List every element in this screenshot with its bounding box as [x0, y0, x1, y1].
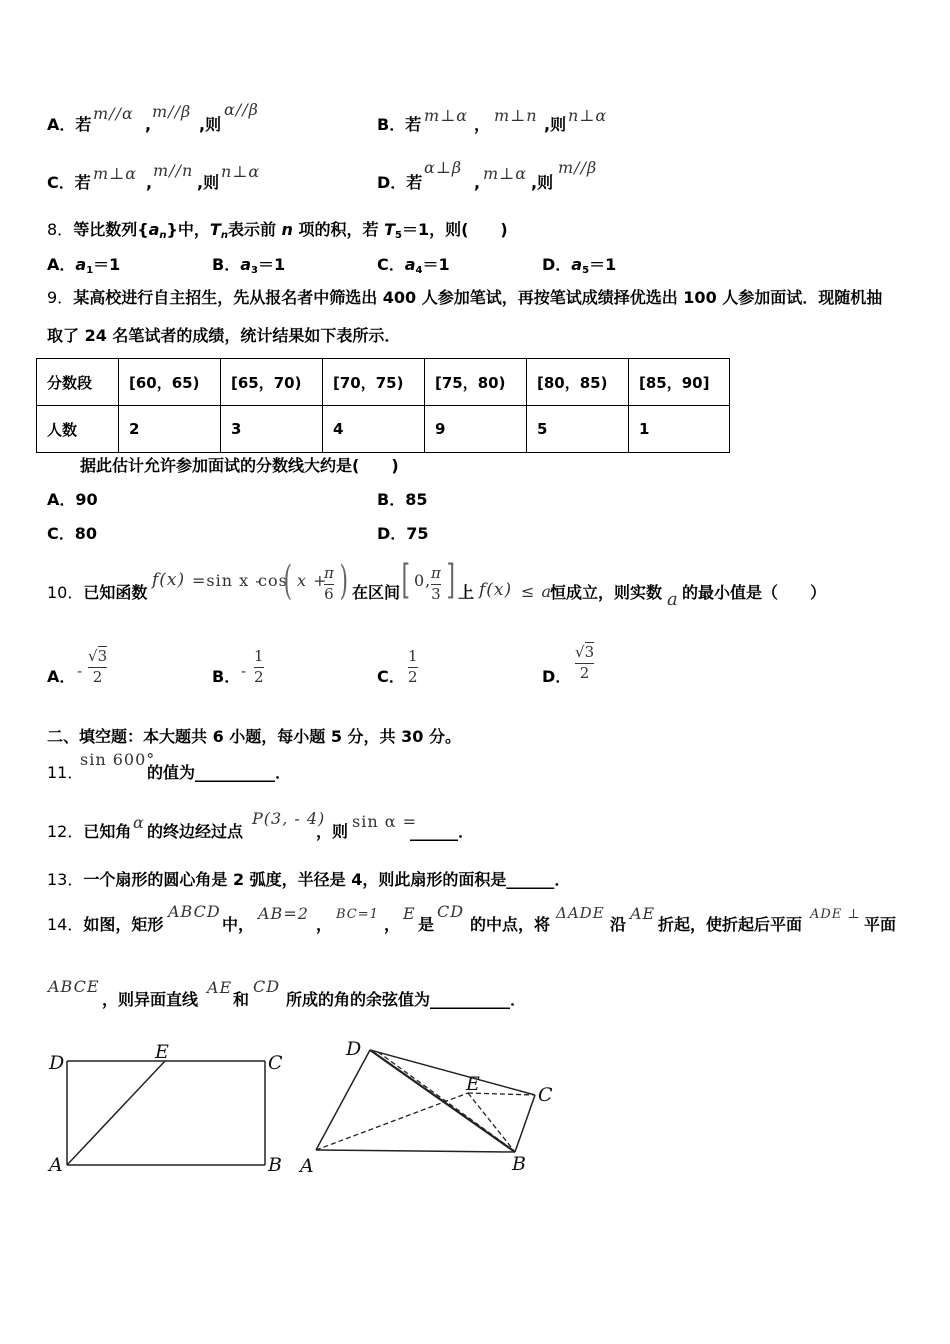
separator: , [145, 115, 152, 134]
stem-text: 恒成立，则实数 [550, 583, 663, 602]
math-var: T [384, 220, 396, 239]
math-sub: 3 [251, 265, 258, 276]
math-var: n [281, 220, 293, 239]
separator: ,则 [531, 173, 554, 192]
option-label [377, 175, 422, 191]
stem-text: 所成的角的余弦值为__________． [286, 990, 527, 1009]
math-expr: m⊥α [483, 164, 528, 183]
fraction-numerator [88, 649, 107, 664]
label-a: A [49, 1154, 63, 1176]
option-text: 若 [406, 173, 423, 192]
fraction [324, 566, 334, 602]
fraction-numerator: 1 [254, 647, 264, 665]
separator: ,则 [197, 173, 220, 192]
table-header-cell: [75，80) [425, 359, 527, 406]
table-header-cell: [80，85) [527, 359, 629, 406]
math-function: f(x) [479, 580, 513, 600]
stem-text: 沿 [610, 915, 627, 934]
option-letter: B． [377, 490, 406, 509]
math-sub: n [220, 230, 228, 241]
stem-text: 某高校进行自主招生，先从报名者中筛选出 400 人参加笔试，再按笔试成绩择优选出 100 人参加面试．现随机抽 [73, 288, 883, 307]
option-value: 80 [74, 524, 98, 543]
question-number: 8． [47, 220, 74, 239]
radicand: 3 [584, 643, 595, 661]
option-label [47, 117, 91, 133]
math-expr: x + [297, 571, 328, 590]
separator: , [146, 173, 153, 192]
right-bracket: ] [446, 557, 456, 603]
math-expr: sin 600° [80, 750, 156, 769]
table-header-cell: 分数段 [37, 359, 119, 406]
math-expr: m⊥n [494, 106, 538, 125]
stem-text: 的终边经过点 [147, 822, 244, 841]
label-c: C [268, 1052, 283, 1074]
table-header-row [37, 359, 730, 406]
option-label [47, 175, 91, 191]
option-value: 90 [75, 490, 98, 509]
option-text: 若 [75, 115, 92, 134]
math-var: a [404, 255, 416, 274]
fraction-numerator [575, 645, 594, 660]
q9-stem-line2: 取了 24 名笔试者的成绩，统计结果如下表所示． [47, 326, 401, 345]
math-var: T [209, 220, 221, 239]
math-expr: m//β [558, 158, 598, 177]
option-letter: A． [47, 490, 76, 509]
answer-blank: ______． [410, 822, 475, 841]
question-number: 14． [47, 915, 84, 934]
option-letter: C． [47, 173, 75, 192]
stem-text: 如图，矩形 [83, 915, 164, 934]
math-expr: ≤ a [521, 582, 553, 601]
math-var: a [667, 589, 679, 610]
fraction [431, 566, 441, 602]
math-expr: CD [437, 902, 465, 921]
label-e: E [155, 1041, 169, 1063]
q13 [47, 872, 570, 888]
math-expr: ADE ⊥ [810, 907, 861, 922]
stem-text: 已知函数 [83, 583, 148, 602]
option-value: 85 [405, 490, 428, 509]
table-cell: 9 [425, 406, 527, 453]
table-row [37, 406, 730, 453]
q9-stem-line1 [47, 290, 882, 306]
option-letter: C． [377, 255, 405, 274]
table-cell: 人数 [37, 406, 119, 453]
option-letter: C． [377, 667, 405, 686]
fraction-denominator: 2 [92, 668, 103, 686]
math-expr: ABCD [168, 902, 221, 921]
math-sub: 5 [395, 230, 402, 241]
math-expr: α//β [224, 100, 259, 119]
option-text: ＝1 [422, 255, 450, 274]
table-header-cell: [65，70) [221, 359, 323, 406]
stem-text: 的最小值是（ ） [682, 583, 827, 602]
sqrt-symbol: √ [575, 643, 585, 661]
math-expr: m//α [93, 104, 134, 123]
option-text: 若 [74, 173, 91, 192]
math-expr: m⊥α [424, 106, 469, 125]
q9-question: 据此估计允许参加面试的分数线大约是( ) [80, 456, 399, 475]
stem-text [47, 824, 131, 840]
math-var: α [133, 813, 145, 832]
math-expr: P(3, - 4) [252, 809, 326, 828]
table-cell: 3 [221, 406, 323, 453]
math-var: a [571, 255, 583, 274]
math-expr: α⊥β [424, 158, 463, 177]
stem-text: 和 [233, 990, 250, 1009]
fraction-denominator: 2 [254, 668, 264, 686]
option-letter: D． [377, 524, 407, 543]
math-expr: n⊥α [568, 106, 608, 125]
edge-ae [67, 1061, 165, 1165]
separator: , [474, 173, 481, 192]
math-sub: 5 [582, 265, 590, 276]
option-letter: A． [47, 667, 76, 686]
fraction [408, 649, 418, 685]
fraction [575, 645, 594, 681]
math-var: a [75, 255, 87, 274]
table-cell: 4 [323, 406, 425, 453]
option-label [377, 117, 421, 133]
edge-bc [515, 1095, 535, 1152]
q9-option-c [47, 526, 97, 542]
option-letter: A． [47, 115, 76, 134]
question-number: 11． [47, 763, 84, 782]
q8-option-b [212, 257, 285, 276]
question-number: 10． [47, 583, 84, 602]
folded-figure [316, 1050, 535, 1152]
math-expr: cos [258, 571, 288, 590]
option-text: ＝1 [589, 255, 617, 274]
math-expr: 0, [414, 571, 432, 590]
q8-stem [47, 222, 508, 241]
math-expr: AB=2 [258, 904, 309, 923]
stem-text: 平面 [864, 915, 897, 934]
right-paren: ) [339, 558, 349, 604]
question-number: 12． [47, 822, 84, 841]
question-number: 9． [47, 288, 74, 307]
fraction-numerator: π [324, 564, 334, 582]
label-c: C [538, 1084, 553, 1106]
stem-text: 表示前 [227, 220, 282, 239]
left-paren: ( [283, 558, 293, 604]
stem-text: 在区间 [352, 583, 401, 602]
score-table [36, 358, 730, 453]
math-function: f(x) [152, 570, 186, 590]
option-text: ＝1 [93, 255, 121, 274]
stem-text: 项的积，若 [292, 220, 385, 239]
separator: ， [316, 915, 333, 934]
table-cell: 1 [629, 406, 730, 453]
stem-text: ，则 [316, 822, 349, 841]
label-b: B [268, 1154, 282, 1176]
stem-text: 上 [458, 583, 475, 602]
math-expr: CD [253, 977, 281, 996]
math-expr: ΔADE [556, 904, 605, 922]
edge-da [316, 1050, 370, 1150]
sqrt-symbol: √ [88, 647, 98, 665]
math-sub: n [159, 230, 167, 241]
edge-db [370, 1050, 515, 1152]
stem-text: }中， [166, 220, 210, 239]
table-cell: 2 [119, 406, 221, 453]
math-sub: 1 [86, 265, 94, 276]
option-letter: D． [542, 255, 572, 274]
stem-text: 已知角 [83, 822, 132, 841]
math-expr: =sin x - [192, 571, 262, 590]
stem-text: 中， [222, 915, 255, 934]
label-e: E [466, 1073, 480, 1095]
option-value: 75 [406, 524, 429, 543]
table-header-cell: [70，75) [323, 359, 425, 406]
stem-text: 等比数列{ [73, 220, 149, 239]
option-letter: C． [47, 524, 75, 543]
option-letter: B． [212, 667, 241, 686]
math-expr: BC=1 [336, 907, 379, 922]
stem-text: ＝1，则( ) [401, 220, 508, 239]
math-var: a [240, 255, 251, 274]
math-var: E [403, 904, 416, 923]
stem-text: 是 [418, 915, 435, 934]
minus-sign: - [77, 662, 84, 680]
separator: ， [474, 115, 491, 134]
edge-ab [316, 1150, 515, 1152]
stem-text: 一个扇形的圆心角是 2 弧度，半径是 4，则此扇形的面积是______． [83, 870, 571, 889]
label-a: A [300, 1155, 314, 1177]
fraction-denominator: 6 [324, 585, 334, 603]
edge-ae-dashed [316, 1093, 468, 1150]
radicand: 3 [97, 647, 108, 665]
table-header-cell: [85，90] [629, 359, 730, 406]
stem-text [47, 585, 147, 601]
option-text: ＝1 [257, 255, 286, 274]
edge-dc [370, 1050, 535, 1095]
math-expr: AE [207, 978, 233, 997]
separator: ,则 [199, 115, 222, 134]
math-var: a [148, 220, 160, 239]
label-b: B [512, 1153, 526, 1175]
label-d: D [49, 1052, 65, 1074]
fraction-denominator: 2 [408, 668, 418, 686]
option-letter: A． [47, 255, 76, 274]
fraction-denominator: 3 [431, 585, 441, 603]
stem-text: 的值为__________． [147, 763, 292, 782]
stem-text: ，则异面直线 [102, 990, 199, 1009]
option-text: 若 [405, 115, 422, 134]
fraction [254, 649, 264, 685]
q8-option-c [377, 257, 450, 276]
fraction-numerator: 1 [408, 647, 418, 665]
minus-sign: - [241, 662, 248, 680]
left-bracket: [ [401, 557, 411, 603]
table-header-cell: [60，65) [119, 359, 221, 406]
math-expr: m⊥α [93, 164, 138, 183]
rectangle-figure [67, 1061, 265, 1165]
option-letter: D． [542, 667, 572, 686]
question-number: 13． [47, 870, 84, 889]
stem-text [47, 917, 163, 933]
q8-option-d [542, 257, 616, 276]
section-title: 二、填空题：本大题共 6 小题，每小题 5 分，共 30 分。 [47, 727, 461, 746]
separator: ,则 [544, 115, 567, 134]
q9-option-d [377, 526, 429, 542]
fraction-numerator: π [431, 564, 441, 582]
math-sub: 4 [415, 265, 423, 276]
q9-option-b [377, 492, 427, 508]
math-expr: sin α = [352, 812, 418, 831]
math-expr: ABCE [48, 977, 100, 996]
table-cell: 5 [527, 406, 629, 453]
fraction [88, 649, 107, 685]
option-letter: B． [377, 115, 406, 134]
label-d: D [346, 1038, 362, 1060]
math-expr: m//β [152, 102, 192, 121]
option-letter: B． [212, 255, 241, 274]
fraction-denominator: 2 [579, 664, 590, 682]
edge-eb-dashed [468, 1093, 515, 1152]
math-expr: n⊥α [221, 162, 261, 181]
q8-option-a [47, 257, 120, 276]
math-expr: AE [630, 904, 656, 923]
q14-figures [40, 1030, 580, 1180]
math-expr: m//n [153, 161, 194, 180]
stem-text: 的中点，将 [470, 915, 551, 934]
option-letter: D． [377, 173, 407, 192]
separator: ， [384, 915, 401, 934]
stem-text: 折起，使折起后平面 [658, 915, 803, 934]
q9-option-a [47, 492, 98, 508]
